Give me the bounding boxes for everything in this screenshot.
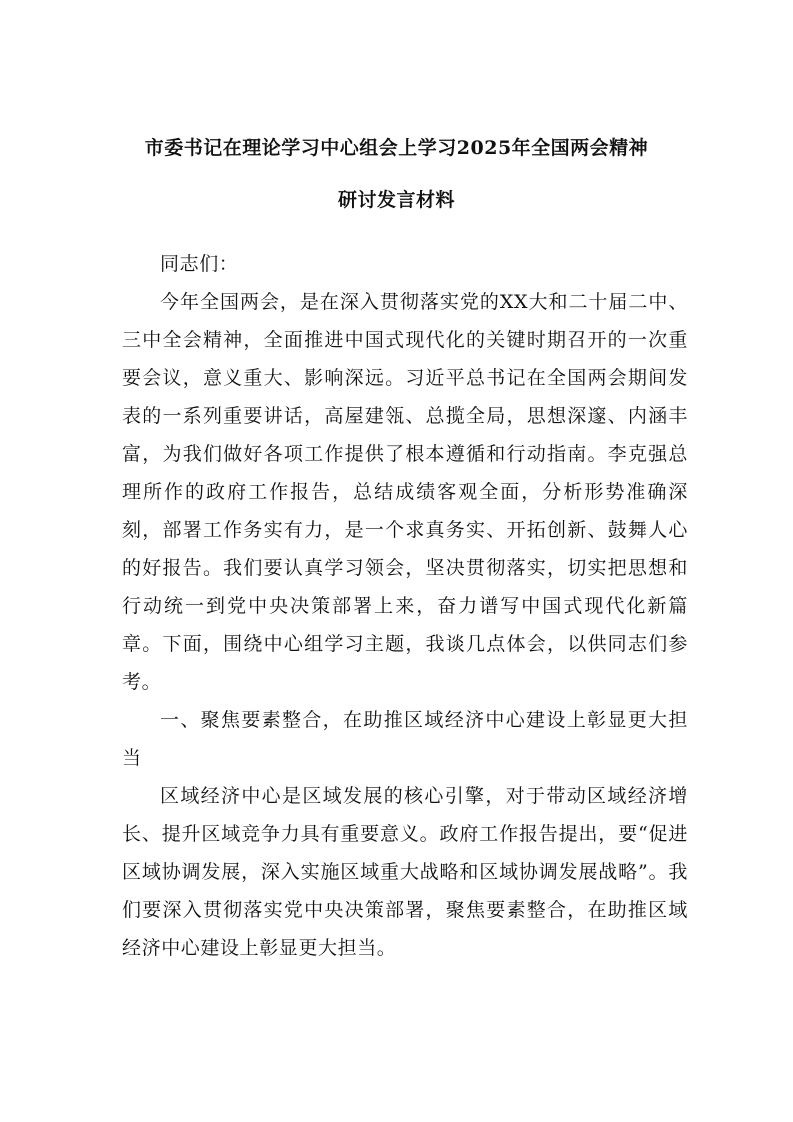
document-body bbox=[122, 245, 688, 967]
paragraph-intro: 今年全国两会，是在深入贯彻落实党的XX大和二十届二中、三中全会精神，全面推进中国式现代化的关键时期召开的一次重要会议，意义重大、影响深远。习近平总书记在全国两会期间发表的一系列重要讲话，高屋建瓴、总揽全局，思想深邃、内涵丰富，为我们做好各项工作提供了根本遵循和行动指南。李克强总理所作的政府工作报告，总结成绩客观全面，分析形势准确深刻，部署工作务实有力，是一个求真务实、开拓创新、鼓舞人心的好报告。我们要认真学习领会，坚决贯彻落实，切实把思想和行动统一到党中央决策部署上来，奋力谱写中国式现代化新篇章。下面，围绕中心组学习主题，我谈几点体会，以供同志们参考。 bbox=[122, 291, 688, 693]
section-heading-1: 一、聚焦要素整合，在助推区域经济中心建设上彰显更大担当 bbox=[122, 709, 688, 769]
document-subtitle: 研讨发言材料 bbox=[337, 189, 455, 211]
salutation: 同志们： bbox=[160, 253, 239, 275]
document-title: 市委书记在理论学习中心组会上学习2025年全国两会精神 bbox=[144, 137, 649, 159]
paragraph-section-1: 区域经济中心是区域发展的核心引擎，对于带动区域经济增长、提升区域竞争力具有重要意义。政府工作报告提出，要“促进区域协调发展，深入实施区域重大战略和区域协调发展战略”。我们要深入贯彻落实党中央决策部署，聚焦要素整合，在助推区域经济中心建设上彰显更大担当。 bbox=[122, 785, 688, 959]
